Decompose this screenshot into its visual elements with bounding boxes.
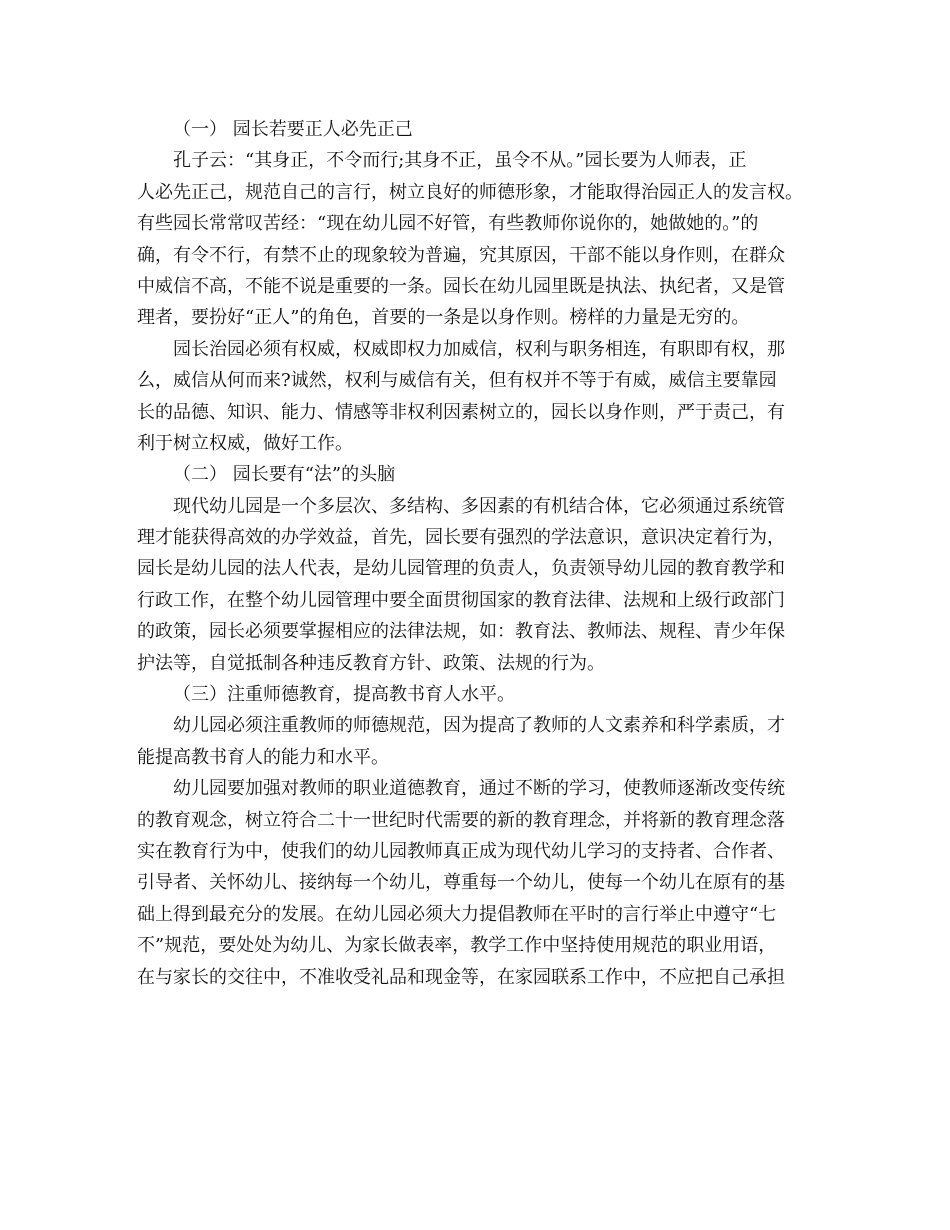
text-line: 在与家长的交往中，不准收受礼品和现金等，在家园联系工作中，不应把自己承担 [137,966,785,988]
text-line: 的政策，园长必须要掌握相应的法律法规，如：教育法、教师法、规程、青少年保 [137,621,785,643]
text-line: 确，有令不行，有禁不止的现象较为普遍，究其原因，干部不能以身作则，在群众 [137,244,785,266]
text-line: 有些园长常常叹苦经：“现在幼儿园不好管，有些教师你说你的，她做她的。”的 [137,213,759,235]
text-line: 现代幼儿园是一个多层次、多结构、多因素的有机结合体，它必须通过系统管 [173,495,785,517]
text-line: 引导者、关怀幼儿、接纳每一个幼儿，尊重每一个幼儿，使每一个幼儿在原有的基 [137,872,785,894]
text-line: 园长治园必须有权威，权威即权力加威信，权利与职务相连，有职即有权，那 [173,338,785,360]
text-line: 能提高教书育人的能力和水平。 [137,746,389,768]
text-line: 幼儿园要加强对教师的职业道德教育，通过不断的学习，使教师逐渐改变传统 [173,778,785,800]
text-line: 中威信不高，不能不说是重要的一条。园长在幼儿园里既是执法、执纪者，又是管 [137,275,785,297]
text-line: （一） 园长若要正人必先正己 [173,119,413,140]
text-line: 长的品德、知识、能力、情感等非权利因素树立的，园长以身作则，严于责己，有 [137,401,785,423]
text-line: 人必先正己，规范自己的言行，树立良好的师德形象，才能取得治园正人的发言权。 [137,181,803,203]
text-line: 不”规范，要处处为幼儿、为家长做表率，教学工作中坚持使用规范的职业用语， [137,935,777,957]
text-line: 理才能获得高效的办学效益，首先，园长要有强烈的学法意识，意识决定着行为， [137,527,785,549]
text-line: 利于树立权威，做好工作。 [137,432,353,454]
text-line: 实在教育行为中，使我们的幼儿园教师真正成为现代幼儿学习的支持者、合作者、 [137,840,785,862]
text-line: （二） 园长要有“法”的头脑 [173,464,396,486]
text-line: （三）注重师德教育，提高教书育人水平。 [173,684,515,706]
text-line: 么，威信从何而来?诚然，权利与威信有关，但有权并不等于有威，威信主要靠园 [137,370,777,392]
text-line: 础上得到最充分的发展。在幼儿园必须大力提倡教师在平时的言行举止中遵守“七 [137,903,777,925]
text-line: 护法等，自觉抵制各种违反教育方针、政策、法规的行为。 [137,652,605,674]
text-line: 幼儿园必须注重教师的师德规范，因为提高了教师的人文素养和科学素质，才 [173,715,785,737]
text-line: 的教育观念，树立符合二十一世纪时代需要的新的教育理念，并将新的教育理念落 [137,809,785,831]
text-line: 园长是幼儿园的法人代表，是幼儿园管理的负责人，负责领导幼儿园的教育教学和 [137,558,785,580]
document-body [137,114,817,993]
text-line: 行政工作，在整个幼儿园管理中要全面贯彻国家的教育法律、法规和上级行政部门 [137,589,785,611]
text-line: 孔子云：“其身正，不令而行;其身不正，虽令不从。”园长要为人师表，正 [173,150,747,172]
text-line: 理者，要扮好“正人”的角色，首要的一条是以身作则。榜样的力量是无穷的。 [137,307,750,329]
